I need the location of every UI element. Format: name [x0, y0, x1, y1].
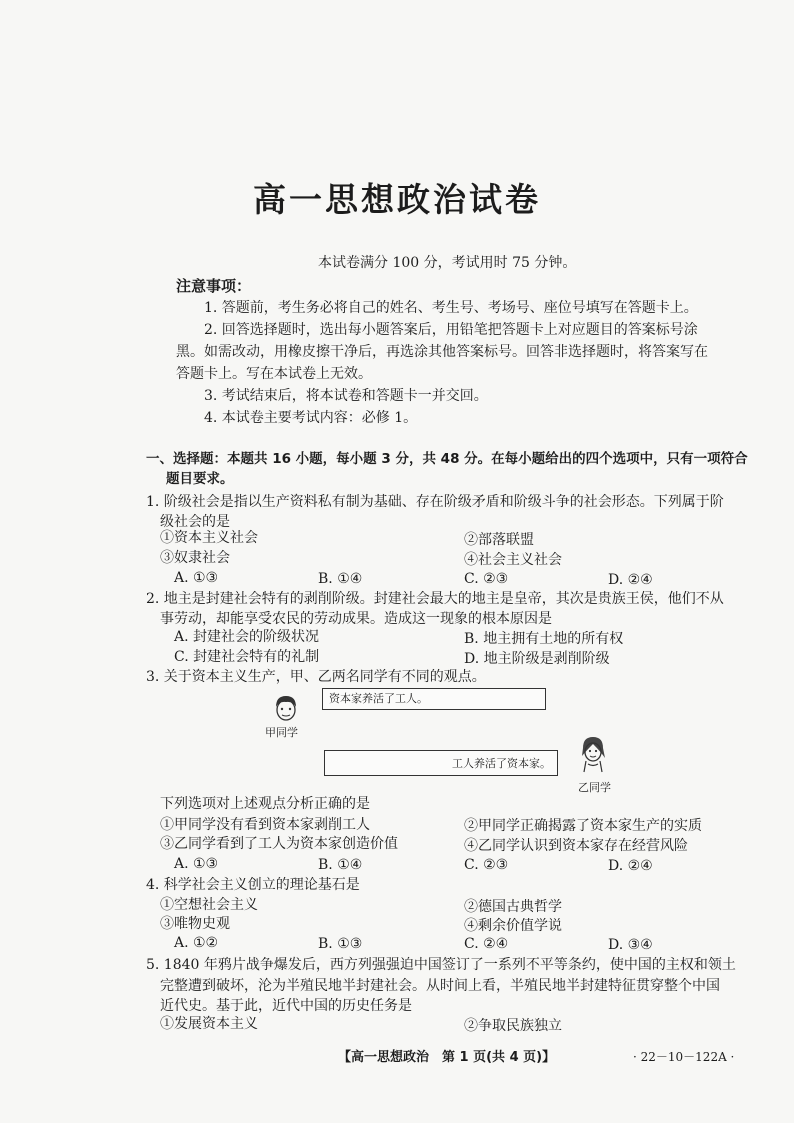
notice-line: 4. 本试卷主要考试内容：必修 1。 [204, 410, 418, 426]
statement: ②部落联盟 [464, 532, 534, 548]
notice-heading: 注意事项： [176, 277, 252, 295]
option-a: A. 封建社会的阶级状况 [174, 629, 320, 645]
statement: ④剩余价值学说 [464, 918, 562, 934]
option-d: D. ②④ [608, 858, 653, 874]
question-3-stem: 3. 关于资本主义生产，甲、乙两名同学有不同的观点。 [146, 669, 486, 685]
statement: ①空想社会主义 [160, 897, 258, 913]
option-a: A. ①② [174, 935, 219, 951]
option-b: B. 地主拥有土地的所有权 [464, 631, 624, 647]
statement: ②德国古典哲学 [464, 899, 562, 915]
option-c: C. ②③ [464, 857, 509, 873]
option-d: D. 地主阶级是剥削阶级 [464, 651, 610, 667]
question-5-stem-cont: 近代史。基于此，近代中国的历史任务是 [160, 998, 412, 1014]
statement: ①发展资本主义 [160, 1016, 258, 1032]
notice-line: 1. 答题前，考生务必将自己的姓名、考生号、考场号、座位号填写在答题卡上。 [204, 300, 698, 316]
question-2-stem-cont: 事劳动，却能享受农民的劳动成果。造成这一现象的根本原因是 [160, 611, 552, 627]
option-b: B. ①④ [318, 571, 363, 587]
section-heading-cont: 题目要求。 [166, 471, 234, 487]
exam-code: · 22－10－122A · [633, 1050, 735, 1064]
student-yi-icon [578, 734, 608, 774]
statement: ①资本主义社会 [160, 530, 258, 546]
bubble-text: 工人养活了资本家。 [452, 757, 551, 770]
statement: ④乙同学认识到资本家存在经营风险 [464, 838, 688, 854]
exam-info: 本试卷满分 100 分，考试用时 75 分钟。 [318, 255, 577, 271]
question-1-stem: 1. 阶级社会是指以生产资料私有制为基础、存在阶级矛盾和阶级斗争的社会形态。下列属于阶 [146, 494, 724, 510]
option-d: D. ③④ [608, 937, 653, 953]
student-jia-icon [272, 694, 300, 722]
question-4-stem: 4. 科学社会主义创立的理论基石是 [146, 877, 360, 893]
section-heading: 一、选择题：本题共 16 小题，每小题 3 分，共 48 分。在每小题给出的四个选项中，只有一项符合 [146, 451, 748, 467]
option-c: C. 封建社会特有的礼制 [174, 649, 320, 665]
statement: ④社会主义社会 [464, 552, 562, 568]
statement: ①甲同学没有看到资本家剥削工人 [160, 817, 370, 833]
speech-bubble-yi [324, 750, 558, 776]
speech-bubble-jia [322, 688, 546, 710]
question-1-stem-cont: 级社会的是 [160, 514, 230, 530]
bubble-text: 资本家养活了工人。 [329, 692, 428, 705]
student-jia-label: 甲同学 [265, 726, 298, 739]
statement: ③奴隶社会 [160, 550, 230, 566]
option-a: A. ①③ [174, 570, 219, 586]
notice-line: 黑。如需改动，用橡皮擦干净后，再选涂其他答案标号。回答非选择题时，将答案写在 [176, 344, 708, 360]
option-c: C. ②③ [464, 571, 509, 587]
page-title: 高一思想政治试卷 [253, 180, 541, 219]
notice-line: 3. 考试结束后，将本试卷和答题卡一并交回。 [204, 388, 488, 404]
question-5-stem: 5. 1840 年鸦片战争爆发后，西方列强强迫中国签订了一系列不平等条约，使中国的主权和领土 [146, 957, 736, 973]
statement: ③唯物史观 [160, 916, 230, 932]
notice-line: 答题卡上。写在本试卷上无效。 [176, 366, 372, 382]
option-b: B. ①④ [318, 857, 363, 873]
question-3-prompt: 下列选项对上述观点分析正确的是 [160, 796, 370, 812]
notice-line: 2. 回答选择题时，选出每小题答案后，用铅笔把答题卡上对应题目的答案标号涂 [204, 322, 698, 338]
statement: ③乙同学看到了工人为资本家创造价值 [160, 836, 398, 852]
option-c: C. ②④ [464, 936, 509, 952]
statement: ②争取民族独立 [464, 1018, 562, 1034]
question-2-stem: 2. 地主是封建社会特有的剥削阶级。封建社会最大的地主是皇帝，其次是贵族王侯，他们不从 [146, 591, 724, 607]
option-b: B. ①③ [318, 936, 363, 952]
option-d: D. ②④ [608, 572, 653, 588]
page-footer: 【高一思想政治 第 1 页(共 4 页)】 [338, 1050, 556, 1065]
question-5-stem-cont: 完整遭到破坏，沦为半殖民地半封建社会。从时间上看，半殖民地半封建特征贯穿整个中国 [160, 978, 720, 994]
statement: ②甲同学正确揭露了资本家生产的实质 [464, 818, 702, 834]
option-a: A. ①③ [174, 856, 219, 872]
student-yi-label: 乙同学 [578, 781, 611, 794]
